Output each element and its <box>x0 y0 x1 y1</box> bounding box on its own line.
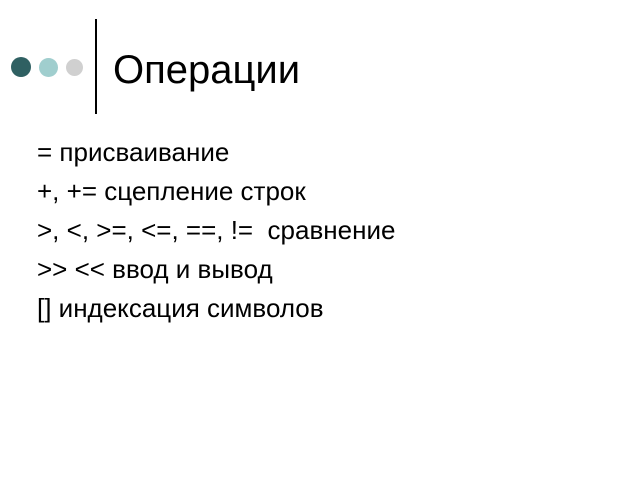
body-line-indexing: [] индексация символов <box>37 293 324 323</box>
decoration-circle-gray-icon <box>66 59 83 76</box>
body-line-comparison: >, <, >=, <=, ==, != сравнение <box>37 215 396 245</box>
slide-title: Операции <box>113 48 301 92</box>
slide-decoration <box>11 56 83 78</box>
title-divider-line <box>95 19 97 114</box>
body-line-concatenation: +, += сцепление строк <box>37 176 306 206</box>
decoration-circle-light-teal-icon <box>39 58 58 77</box>
decoration-circle-dark-teal-icon <box>11 57 31 77</box>
body-line-io: >> << ввод и вывод <box>37 254 273 284</box>
slide-body <box>37 133 630 328</box>
body-line-assignment: = присваивание <box>37 137 230 167</box>
